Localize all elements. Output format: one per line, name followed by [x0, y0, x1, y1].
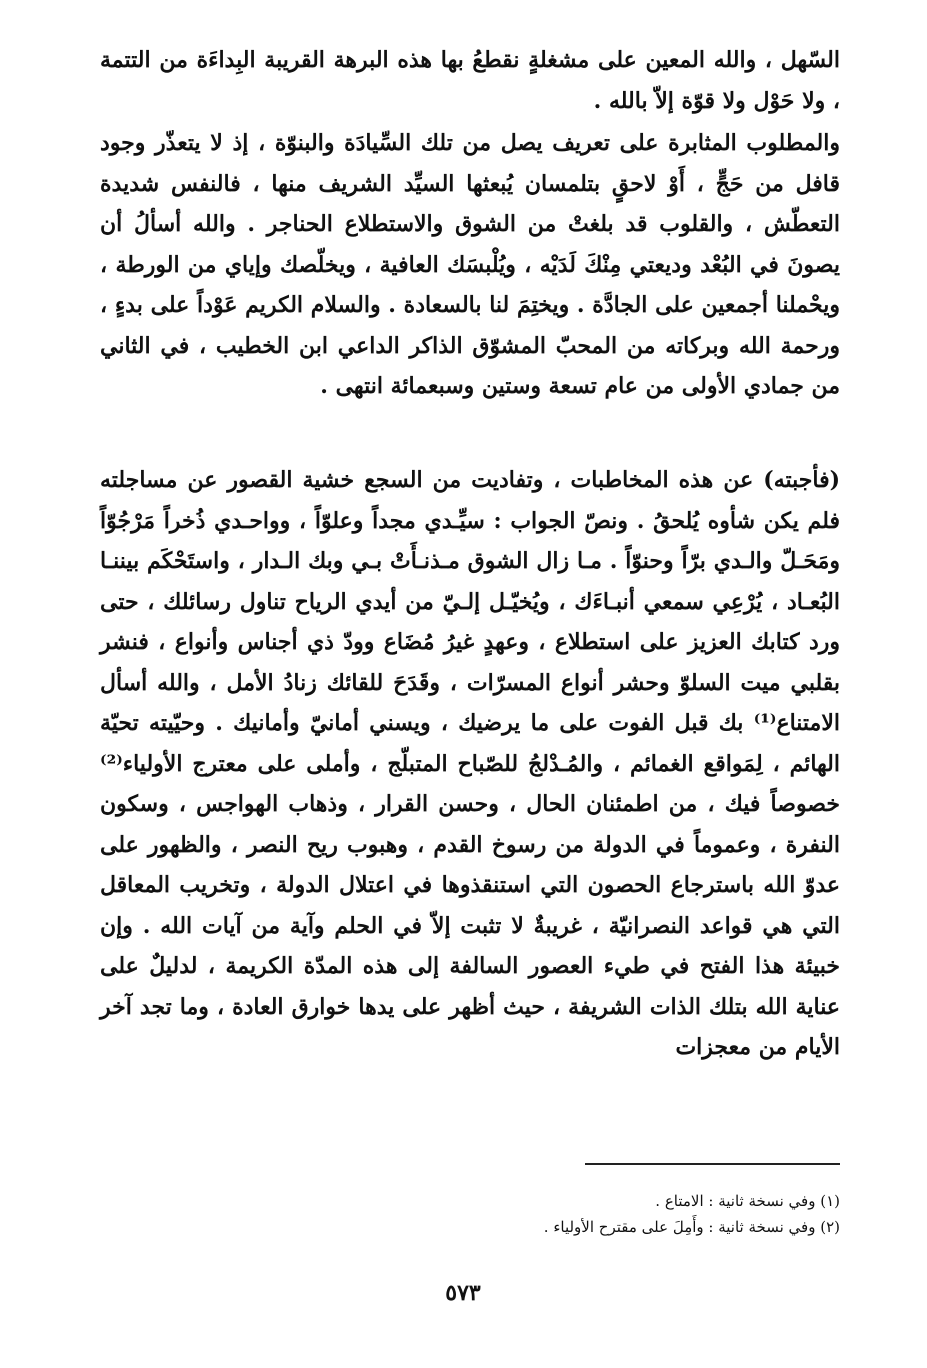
paragraph-3-text: (فأجبته) عن هذه المخاطبات ، وتفاديت من السجع خشية القصور عن مساجلته فلم يكن شأوه يُلحقُ . ونصّ الجواب : سيِّـدي مجداً وعلوّاً ، وواحـدي ذُخراً مَرْجُوّاً ومَحَـلّ والـدي برّاً وحنوّاً . مـا زال الشوق مـذنـأَتْ بـي وبك الـدار ، واستَحْكَم بيننـا البُعـاد ، يُرْعِي سمعي أنبـاءَك ، ويُخيّـل إلـيّ من أيدي الرياح تناول رسائلك ، حتى ورد كتابك العزيز على استطلاع ، وعهدٍ غيرُ مُضَاع وودّ ذي أجناس وأنواع ، فنشر بقلبي ميت السلوّ وحشر أنواع المسرّات ، وقَدَحَ للقائك زنادُ الأمل ، والله أسأل الامتناع⁽¹⁾ بك قبل الفوت على ما يرضيك ، ويسني أمانيّ وأمانيك . وحيّيته تحيّة الهائم ، لِمَواقع الغمائم ، والمُـدْلجُ للصّباح المتبلّج ، وأملى على معترج الأولياء⁽²⁾ خصوصاً فيك ، من اطمئنان الحال ، وحسن القرار ، وذهاب الهواجس ، وسكون النفرة ، وعموماً في الدولة من رسوخ القدم ، وهبوب ريح النصر ، والظهور على عدوّ الله باسترجاع الحصون التي استنقذوها في اعتلال الدولة ، وتخريب المعاقل التي هي قواعد النصرانيّة ، غريبةٌ لا تثبت إلاّ في الحلم وآية من آيات الله . وإن خبيئة هذا الفتح في طيء العصور السالفة إلى هذه المدّة الكريمة ، لدليلٌ على عناية الله بتلك الذات الشريفة ، حيث أظهر على يدها خوارق العادة ، وما تجد آخر الأيام من معجزات	[100, 467, 840, 1060]
paragraph-continuation	[100, 40, 840, 121]
paragraph-1-text: السّهل ، والله المعين على مشغلةٍ نقطعُ بها هذه البرهة القريبة البِداءَة من التتمة ، ولا حَوْل ولا قوّة إلاّ بالله .	[100, 47, 840, 114]
paragraph-reply	[100, 460, 840, 1068]
footnotes	[300, 1188, 840, 1240]
paragraph-2-text: والمطلوب المثابرة على تعريف يصل من تلك السِّيادَة والبنوّة ، إذ لا يتعذّر وجود قافل من حَجٍّ ، أَوْ لاحقٍ بتلمسان يُبعثها السيِّد الشريف منها ، فالنفس شديدة التعطّش ، والقلوب قد بلغتْ من الشوق والاستطلاع الحناجر . والله أسألُ أن يصونَ في البُعْد وديعتي مِنْكَ لَدَيْه ، ويُلْبسَك العافية ، ويخلّصك وإياي من الورطة ، ويحْملنا أجمعين على الجادَّة . ويختِمَ لنا بالسعادة . والسلام الكريم عَوْداً على بدءٍ ، ورحمة الله وبركاته من المحبّ المشوّق الذاكر الداعي ابن الخطيب ، في الثاني من جمادي الأولى من عام تسعة وستين وسبعمائة انتهى .	[100, 130, 840, 399]
paragraph-letter-closing	[100, 123, 840, 407]
page-number: ٥٧٣	[445, 1280, 481, 1306]
footnote-divider	[585, 1163, 840, 1165]
footnote-1: (١) وفي نسخة ثانية : الامتاع .	[655, 1192, 840, 1210]
footnote-2: (٢) وفي نسخة ثانية : وأَمِلَ على مقترح الأولياء .	[543, 1218, 840, 1236]
